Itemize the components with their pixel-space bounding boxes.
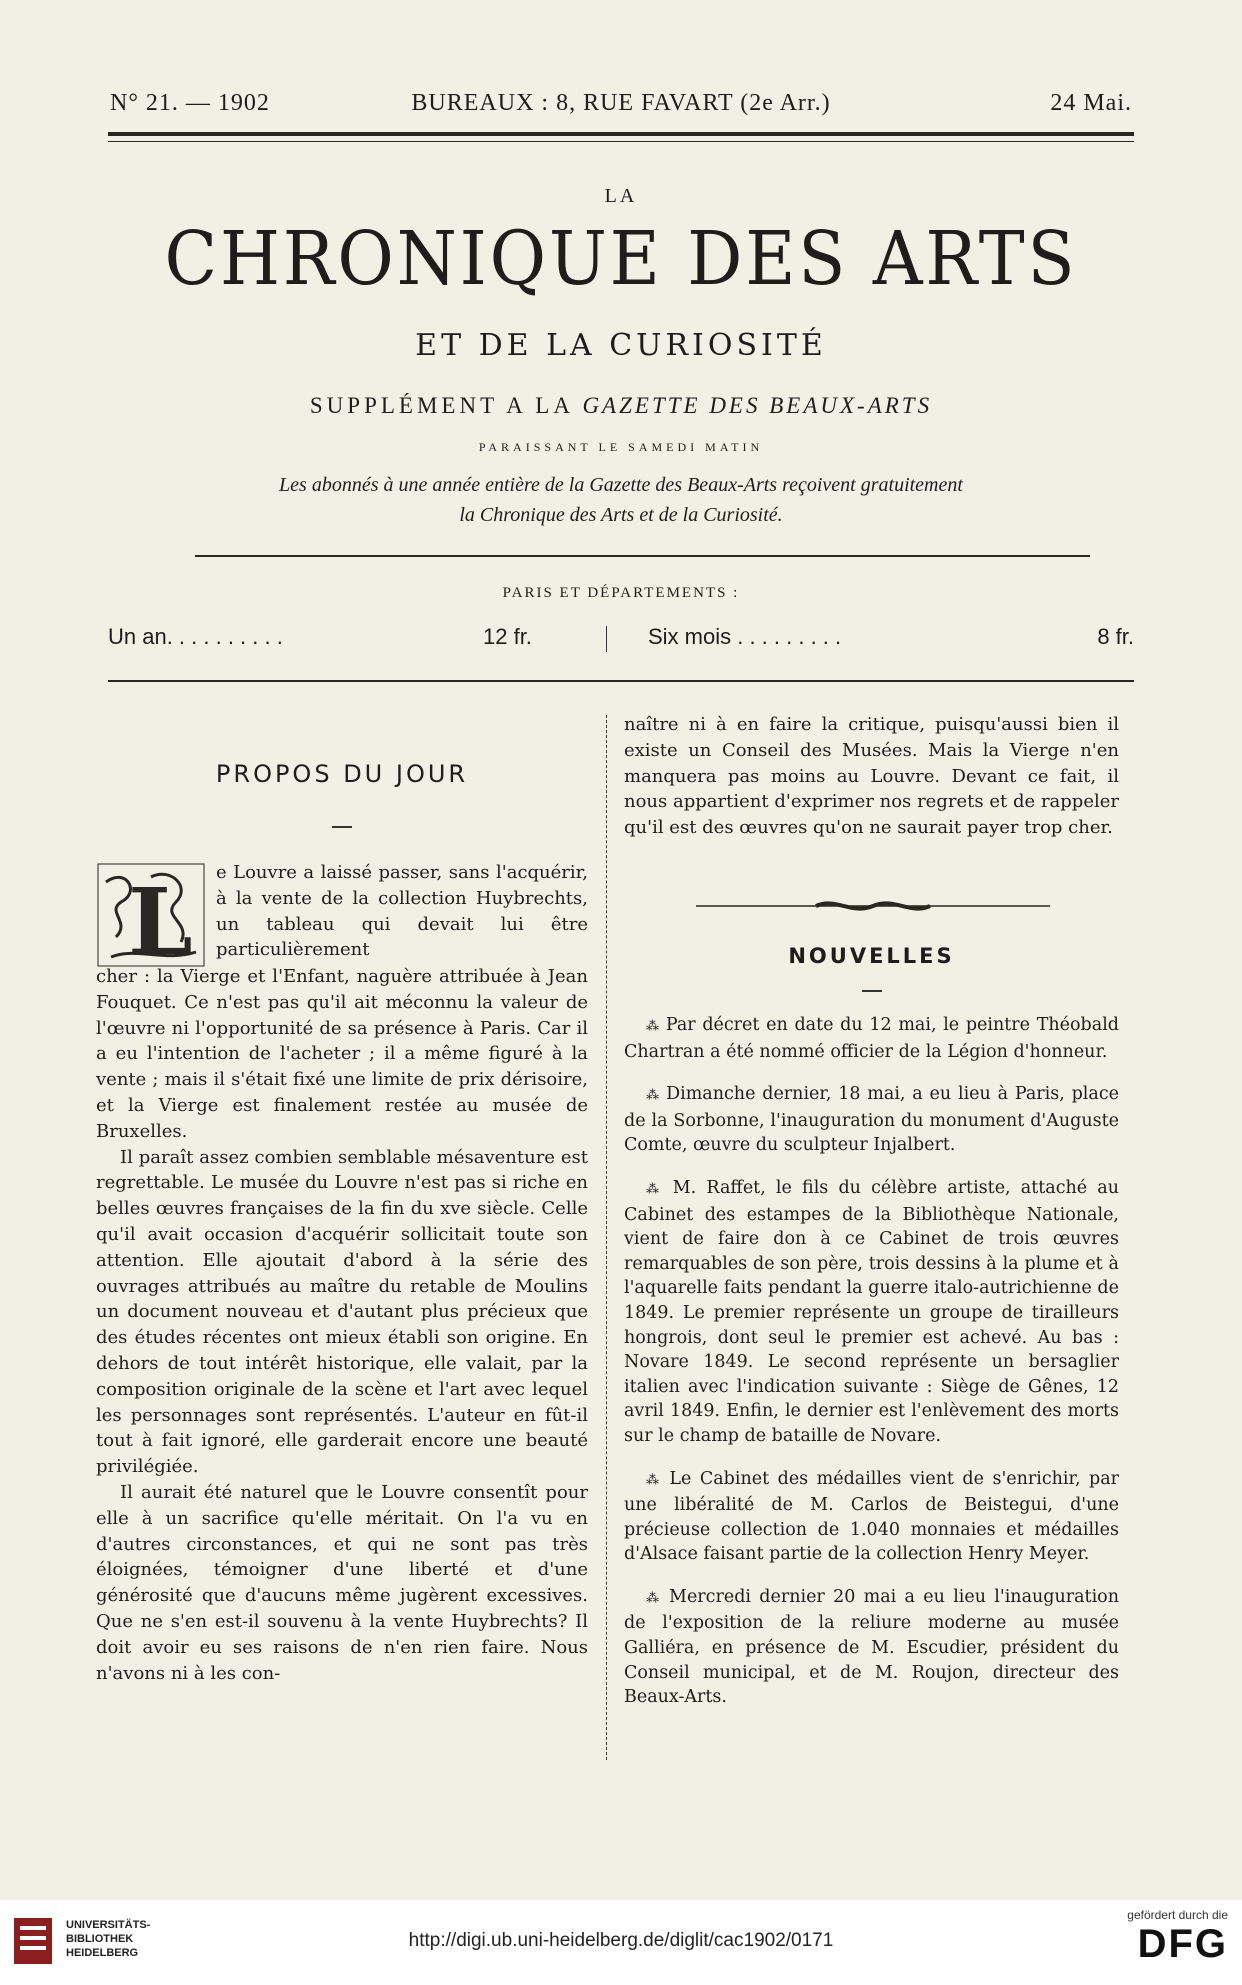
- asterism-icon: ⁂: [646, 1088, 660, 1104]
- prices-rule: [108, 680, 1134, 682]
- supplement-prefix: SUPPLÉMENT A LA: [309, 393, 573, 418]
- news-list: [624, 1013, 1119, 1710]
- funded-by: gefördert durch die: [1127, 1908, 1228, 1922]
- asterism-icon: ⁂: [646, 1590, 661, 1606]
- asterism-icon: ⁂: [646, 1181, 663, 1197]
- news-item-5: ⁂ Mercredi dernier 20 mai a eu lieu l'inauguration de l'exposition de la reliure moderne au musée Galliéra, en présence de M. Escudier, président du Conseil municipal, et de M. Roujon, directeur des Beaux-Arts.: [624, 1586, 1119, 1708]
- uni-line-2: BIBLIOTHEK: [66, 1933, 134, 1945]
- propos-paragraph-1: cher : la Vierge et l'Enfant, naguère attribuée à Jean Fouquet. Ce n'est pas qu'il ait méconnu la valeur de l'œuvre ni l'opportunité de sa présence à Paris. Car il a eu l'intention de l'acheter ; il a même figuré à la vente ; mais il s'était fixé une limite de prix dérisoire, et la Vierge est finalement restée au musée de Bruxelles.: [96, 966, 588, 1142]
- news-item-1: ⁂ Par décret en date du 12 mai, le peintre Théobald Chartran a été nommé officier de la Légion d'honneur.: [624, 1015, 1119, 1062]
- propos-opening: e Louvre a laissé passer, sans l'acquérir, à la vente de la collection Huybrechts, un tableau qui devait lui être particulièrement: [216, 862, 588, 961]
- bureau-address: BUREAUX : 8, RUE FAVART (2e Arr.): [411, 90, 831, 116]
- propos-body: [96, 964, 588, 1686]
- propos-paragraph-2: Il paraît assez combien semblable mésaventure est regrettable. Le musée du Louvre n'est pas si riche en belles œuvres françaises de la fin du xve siècle. Celle qu'il avait occasion d'acquérir sollicitait toute son attention. Elle ajoutait d'abord à la série des ouvrages attribués au maître du retable de Moulins un document nouveau et d'autant plus précieux que des études récentes ont mieux établi son origine. En dehors de tout intérêt historique, elle valait, par la composition originale de la scène et l'art avec lequel les personnages sont représentés. L'auteur en fût-il tout à fait ignoré, elle garderait encore une beauté privilégiée.: [96, 1146, 588, 1478]
- column-divider: [606, 715, 607, 1760]
- propos-dash: [332, 826, 352, 828]
- issue-date: 24 Mai.: [1050, 90, 1132, 116]
- price-half-label: Six mois . . . . . . . . .: [648, 624, 842, 649]
- subscriber-note-line2: la Chronique des Arts et de la Curiosité.: [459, 504, 783, 526]
- subscriber-note-line1: Les abonnés à une année entière de la Gazette des Beaux-Arts reçoivent gratuitement: [279, 474, 963, 496]
- nouvelles-dash: [862, 990, 882, 992]
- issue-line: [110, 90, 1132, 120]
- publication-schedule: PARAISSANT LE SAMEDI MATIN: [478, 440, 764, 454]
- dfg-wordmark: DFG: [1137, 1922, 1228, 1966]
- subscription-prices: [108, 620, 1134, 654]
- ornate-dropcap: [96, 862, 206, 968]
- price-separator: [606, 626, 607, 652]
- price-year-label: Un an. . . . . . . . . .: [108, 624, 283, 649]
- asterism-icon: ⁂: [646, 1472, 661, 1488]
- masthead-la: LA: [604, 185, 638, 207]
- top-rule-thin: [108, 141, 1134, 142]
- news-item-4: ⁂ Le Cabinet des médailles vient de s'enrichir, par une libéralité de M. Carlos de Beistegui, d'une précieuse collection de 1.040 monnaies et médailles d'Alsace faisant partie de la collection Henry Meyer.: [624, 1468, 1119, 1565]
- top-rule-thick: [108, 132, 1134, 136]
- subscriber-note: [0, 470, 1242, 530]
- propos-continued-text: naître ni à en faire la critique, puisqu'aussi bien il existe un Conseil des Musées. Mais la Vierge n'en manquera pas moins au Louvre. Devant ce fait, il nous appartient d'exprimer nos regrets et de rappeler qu'il est des œuvres qu'on ne saurait payer trop cher.: [624, 714, 1119, 839]
- price-half-value: 8 fr.: [1097, 624, 1134, 649]
- section-ornament: [696, 897, 1050, 915]
- uni-line-1: UNIVERSITÄTS-: [66, 1919, 151, 1931]
- supplement-gazette: GAZETTE DES BEAUX-ARTS: [582, 393, 933, 418]
- news-item-2: ⁂ Dimanche dernier, 18 mai, a eu lieu à Paris, place de la Sorbonne, l'inauguration du monument d'Auguste Comte, œuvre du sculpteur Injalbert.: [624, 1084, 1119, 1156]
- uni-line-3: HEIDELBERG: [66, 1947, 139, 1959]
- dfg-logo: [1108, 1908, 1228, 1978]
- footer-bar: [0, 1900, 1242, 1985]
- news-item-3: ⁂ M. Raffet, le fils du célèbre artiste, attaché au Cabinet des estampes de la Bibliothèque Nationale, vient de faire don à ce Cabinet de trois œuvres remarquables de son père, trois dessins à la plume et à l'aquarelle faits pendant la guerre italo-autrichienne de 1849. Le premier représente un groupe de tirailleurs hongrois, dont seul le premier est achevé. Au bas : Novare 1849. Le second représente un bersaglier italien avec l'indication suivante : Siège de Gênes, 12 avril 1849. Enfin, le dernier est l'enlèvement des morts sur le champ de bataille de Novare.: [624, 1177, 1119, 1446]
- masthead-title: CHRONIQUE DES ARTS: [164, 216, 1078, 302]
- masthead-subtitle: ET DE LA CURIOSITÉ: [415, 328, 827, 363]
- propos-continued: [624, 712, 1119, 841]
- source-url[interactable]: http://digi.ub.uni-heidelberg.de/diglit/cac1902/0171: [408, 1930, 834, 1951]
- issue-number: N° 21. — 1902: [110, 90, 270, 116]
- nouvelles-heading: NOUVELLES: [788, 944, 955, 968]
- dropcap-letter: L: [128, 868, 193, 968]
- price-year-value: 12 fr.: [483, 624, 532, 649]
- masthead-rule: [195, 555, 1090, 557]
- asterism-icon: ⁂: [646, 1019, 660, 1034]
- supplement-line: [0, 393, 1242, 419]
- subscription-heading: PARIS ET DÉPARTEMENTS :: [502, 585, 740, 601]
- propos-heading: PROPOS DU JOUR: [215, 760, 469, 788]
- propos-paragraph-3: Il aurait été naturel que le Louvre consentît pour elle à un sacrifice qu'elle méritait. On l'a vu en d'autres circonstances, et qui ne sont pas très éloignées, témoigner d'une liberté et d'une générosité que d'aucuns même jugèrent excessives. Que ne s'en est-il souvenu à la vente Huybrechts? Il doit avoir eu ses raisons de n'en rien faire. Nous n'avons ni à les con-: [96, 1481, 588, 1684]
